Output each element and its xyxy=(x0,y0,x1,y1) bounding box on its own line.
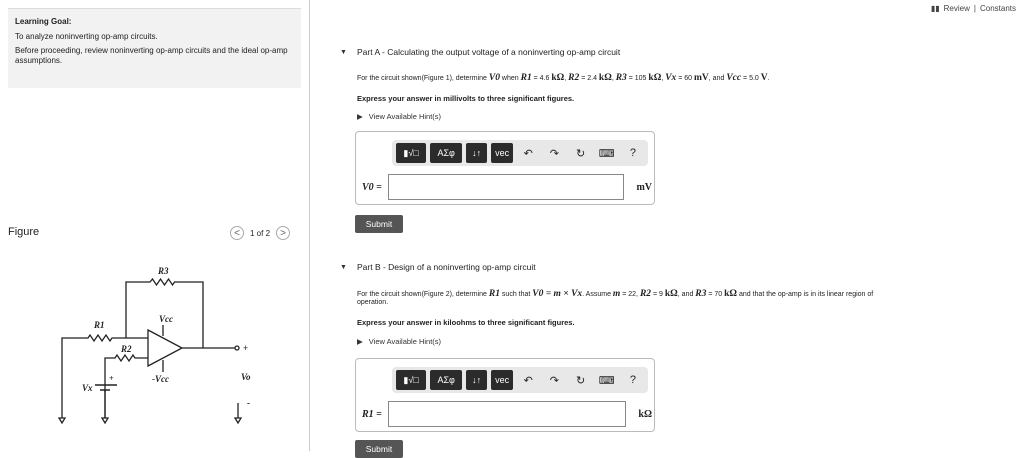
templates-button[interactable]: ▮√□ xyxy=(396,370,426,390)
undo-icon[interactable]: ↶ xyxy=(523,147,533,160)
vec-button[interactable]: vec xyxy=(491,143,513,163)
next-figure-button[interactable]: > xyxy=(276,226,290,240)
redo-icon[interactable]: ↷ xyxy=(549,147,559,160)
vx-label: Vx xyxy=(82,383,93,393)
part-a-header[interactable] xyxy=(340,47,621,57)
help-icon[interactable]: ? xyxy=(629,374,636,386)
neg-vcc-label: -Vcc xyxy=(152,374,169,384)
output-plus: + xyxy=(243,343,249,353)
help-icon[interactable]: ? xyxy=(629,147,636,159)
r2-label: R2 xyxy=(121,344,132,354)
r1-label: R1 = xyxy=(362,408,382,420)
opamp xyxy=(148,330,182,366)
hint-label: View Available Hint(s) xyxy=(368,112,442,121)
prev-figure-button[interactable]: < xyxy=(230,226,244,240)
part-a-question: For the circuit shown(Figure 1), determine V0 when R1 = 4.6 kΩ, R2 = 2.4 kΩ, R3 = 105 kΩ, Vx = 60 mV, and Vcc = 5.0 V. xyxy=(357,73,770,83)
learning-goal xyxy=(8,8,301,88)
part-a-hints-toggle[interactable] xyxy=(357,112,441,121)
hint-label: View Available Hint(s) xyxy=(368,337,442,346)
redo-icon[interactable]: ↷ xyxy=(549,374,559,387)
part-a-title: Part A - Calculating the output voltage of a noninverting op-amp circuit xyxy=(357,47,621,57)
output-minus: - xyxy=(247,398,250,408)
book-icon: ▮▮ xyxy=(930,4,940,13)
part-b-answer-box xyxy=(355,358,655,432)
review-link[interactable]: Review xyxy=(943,4,970,13)
battery xyxy=(95,385,117,420)
constants-link[interactable]: Constants xyxy=(979,4,1016,13)
unit-label: kΩ xyxy=(638,408,652,420)
caret-right-icon: ▶ xyxy=(357,112,363,121)
greek-button[interactable]: AΣφ xyxy=(430,143,462,163)
caret-right-icon: ▶ xyxy=(357,337,363,346)
goal-line: Before proceeding, review noninverting op-amp circuits and the ideal op-amp assumptions. xyxy=(15,46,288,65)
undo-icon[interactable]: ↶ xyxy=(523,374,533,387)
arrows-button[interactable]: ↓↑ xyxy=(466,143,487,163)
pager-text: 1 of 2 xyxy=(250,228,271,238)
v0-input[interactable] xyxy=(388,174,624,200)
reset-icon[interactable]: ↻ xyxy=(575,147,586,160)
vcc-label: Vcc xyxy=(159,314,173,324)
templates-button[interactable]: ▮√□ xyxy=(396,143,426,163)
part-b-question: For the circuit shown(Figure 2), determine R1 such that V0 = m × Vx. Assume m = 22, R2 = 9 kΩ, and R3 = 70 kΩ and that the op-amp is in its linear region of operation. xyxy=(357,289,874,306)
unit-label: mV xyxy=(636,181,652,193)
keyboard-icon[interactable]: ⌨ xyxy=(598,374,615,387)
part-b-hints-toggle[interactable] xyxy=(357,337,441,346)
goal-heading: Learning Goal: xyxy=(15,17,72,26)
top-links xyxy=(931,4,1016,13)
battery-plus: + xyxy=(109,374,114,383)
math-toolbar xyxy=(392,140,648,166)
part-a-answer-box xyxy=(355,131,655,205)
left-panel xyxy=(0,0,310,451)
vec-button[interactable]: vec xyxy=(491,370,513,390)
greek-button[interactable]: AΣφ xyxy=(430,370,462,390)
figure-pager xyxy=(230,226,290,240)
separator: | xyxy=(973,4,976,13)
r3-label: R3 xyxy=(158,266,169,276)
part-a-instructions: Express your answer in millivolts to three significant figures. xyxy=(357,94,575,103)
reset-icon[interactable]: ↻ xyxy=(575,374,586,387)
goal-line: To analyze noninverting op-amp circuits. xyxy=(15,32,158,41)
collapse-icon[interactable]: ▼ xyxy=(340,263,347,271)
r1-input[interactable] xyxy=(388,401,626,427)
keyboard-icon[interactable]: ⌨ xyxy=(598,147,615,160)
vo-label: Vo xyxy=(241,372,251,382)
figure-title: Figure xyxy=(8,226,40,238)
arrows-button[interactable]: ↓↑ xyxy=(466,370,487,390)
v0-label: V0 = xyxy=(362,181,382,193)
part-a-submit-button[interactable]: Submit xyxy=(355,215,403,233)
collapse-icon[interactable]: ▼ xyxy=(340,48,347,56)
part-b-header[interactable] xyxy=(340,262,536,272)
math-toolbar xyxy=(392,367,648,393)
part-b-title: Part B - Design of a noninverting op-amp circuit xyxy=(357,262,536,272)
part-b-instructions: Express your answer in kiloohms to three significant figures. xyxy=(357,318,575,327)
circuit-diagram xyxy=(0,250,310,450)
r1-label: R1 xyxy=(94,320,105,330)
part-b-submit-button[interactable]: Submit xyxy=(355,440,403,458)
